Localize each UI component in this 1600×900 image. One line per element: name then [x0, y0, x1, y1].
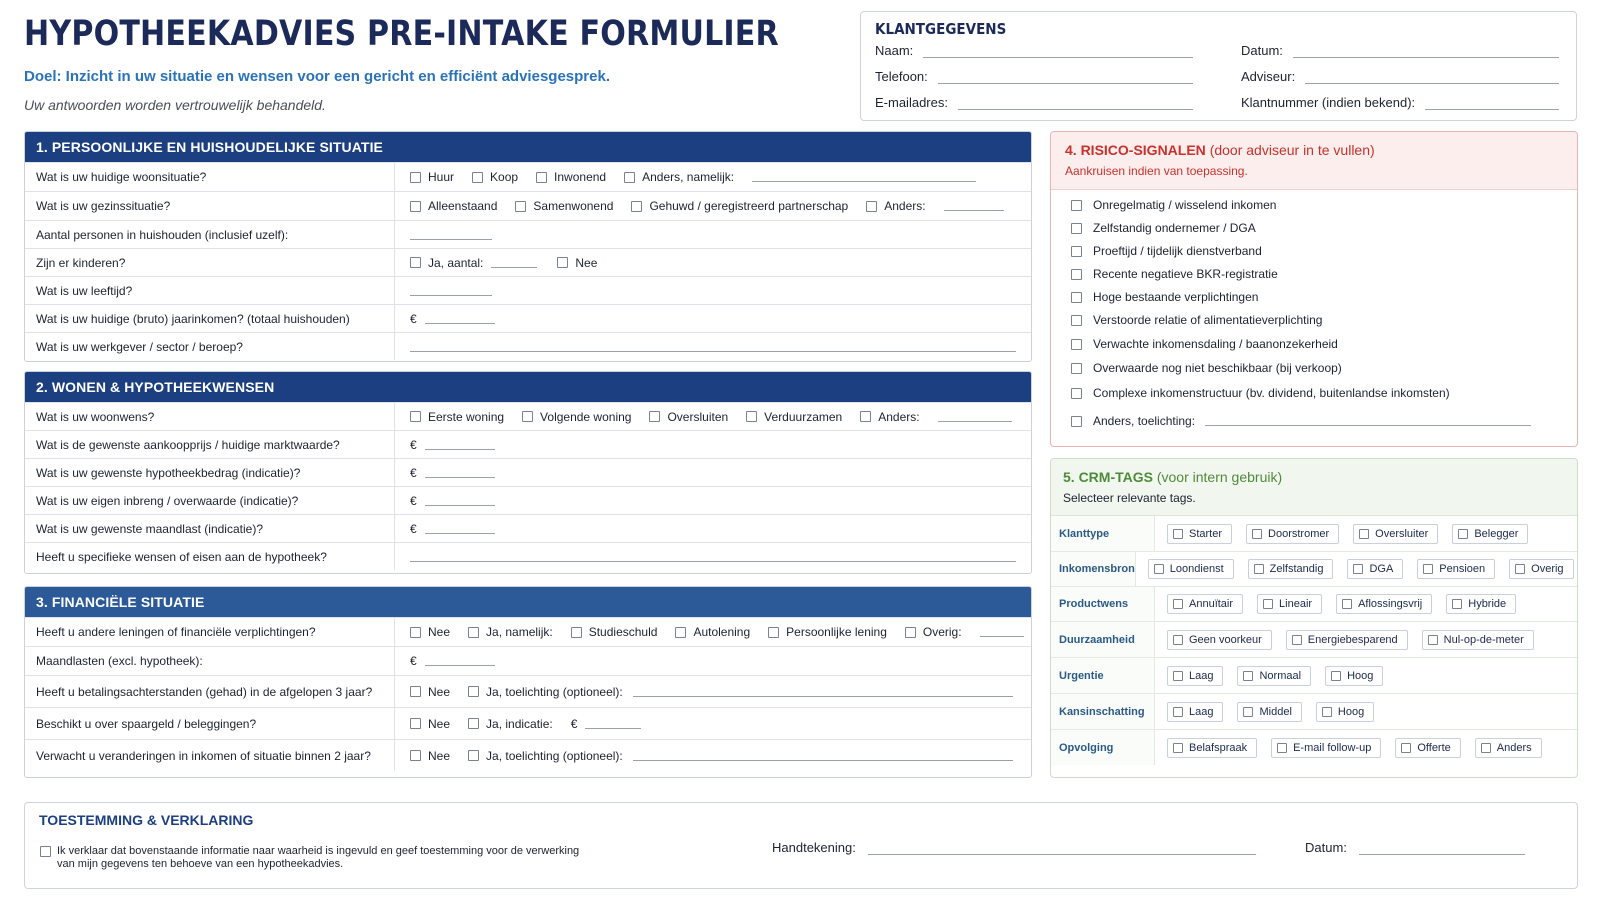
section-2-title: 2. WONEN & HYPOTHEEKWENSEN — [25, 372, 1031, 402]
question-row — [25, 248, 1031, 276]
checkbox[interactable] — [1277, 743, 1287, 753]
checkbox[interactable] — [1173, 671, 1183, 681]
option-anders[interactable]: Anders, namelijk: — [624, 170, 734, 184]
checkbox[interactable] — [1071, 416, 1082, 427]
client-details-title: KLANTGEGEVENS — [875, 20, 1007, 38]
checkbox[interactable] — [675, 627, 686, 638]
option-persoonlijke-lening[interactable]: Persoonlijke lening — [768, 625, 887, 639]
checkbox[interactable] — [468, 718, 479, 729]
risk-item[interactable]: Onregelmatig / wisselend inkomen — [1071, 198, 1276, 212]
consent-text: Ik verklaar dat bovenstaande informatie naar waarheid is ingevuld en geef toestemming voor de verwerking van mijn gegevens ten behoeve van een hypotheekadvies. — [57, 845, 580, 870]
text-input-line[interactable] — [633, 687, 1013, 697]
checkbox[interactable] — [1254, 564, 1264, 574]
risk-item[interactable]: Overwaarde nog niet beschikbaar (bij verkoop) — [1071, 361, 1342, 375]
text-input-line[interactable] — [410, 286, 492, 296]
checkbox[interactable] — [1173, 529, 1183, 539]
risk-item[interactable]: Hoge bestaande verplichtingen — [1071, 290, 1258, 304]
checkbox[interactable] — [1071, 363, 1082, 374]
checkbox[interactable] — [1458, 529, 1468, 539]
question-row — [25, 332, 1031, 360]
crm-tag[interactable]: Aflossingsvrij — [1336, 594, 1432, 614]
risk-item[interactable]: Verwachte inkomensdaling / baanonzekerheid — [1071, 337, 1338, 351]
currency-symbol: € — [570, 716, 578, 731]
phone-field[interactable]: Telefoon: — [875, 69, 1193, 84]
option-gehuwd[interactable]: Gehuwd / geregistreerd partnerschap — [631, 199, 848, 213]
currency-symbol: € — [410, 437, 417, 452]
checkbox[interactable] — [1359, 529, 1369, 539]
question-row — [25, 402, 1031, 430]
crm-row — [1051, 516, 1577, 551]
risk-signals-subtitle: Aankruisen indien van toepassing. — [1065, 164, 1248, 178]
crm-tag[interactable]: Belegger — [1452, 524, 1528, 544]
question-row — [25, 675, 1031, 707]
crm-tag[interactable]: Middel — [1237, 702, 1301, 722]
crm-tag[interactable]: E-mail follow-up — [1271, 738, 1381, 758]
risk-item[interactable]: Complexe inkomenstructuur (bv. dividend, buitenlandse inkomsten) — [1071, 386, 1450, 400]
client-details-box — [860, 11, 1577, 121]
option-ja-indicatie[interactable]: Ja, indicatie: — [468, 717, 553, 731]
currency-symbol: € — [410, 465, 417, 480]
question-row — [25, 162, 1031, 191]
crm-row — [1051, 586, 1577, 621]
checkbox[interactable] — [410, 172, 421, 183]
amount-input-line[interactable] — [585, 719, 641, 729]
question-label: Heeft u betalingsachterstanden (gehad) in de afgelopen 3 jaar? — [25, 676, 395, 707]
checkbox[interactable] — [1071, 269, 1082, 280]
crm-tag[interactable]: Annuïtair — [1167, 594, 1243, 614]
question-label: Zijn er kinderen? — [25, 249, 395, 276]
option-eerste-woning[interactable]: Eerste woning — [410, 410, 504, 424]
page-title: HYPOTHEEKADVIES PRE-INTAKE FORMULIER — [24, 14, 779, 54]
amount-input-line[interactable] — [425, 314, 495, 324]
crm-tag[interactable]: Anders — [1475, 738, 1542, 758]
option-oversluiten[interactable]: Oversluiten — [649, 410, 728, 424]
checkbox[interactable] — [1252, 529, 1262, 539]
risk-item[interactable]: Proeftijd / tijdelijk dienstverband — [1071, 244, 1262, 258]
checkbox[interactable] — [1173, 599, 1183, 609]
question-label: Aantal personen in huishouden (inclusief uzelf): — [25, 221, 395, 248]
text-input-line[interactable] — [410, 342, 1016, 352]
option-ja-aantal[interactable]: Ja, aantal: — [410, 256, 483, 270]
question-label: Wat is uw huidige woonsituatie? — [25, 163, 395, 191]
checkbox[interactable] — [860, 411, 871, 422]
section-financial-situation — [24, 586, 1032, 778]
question-label: Wat is uw gewenste maandlast (indicatie)? — [25, 515, 395, 542]
crm-tag[interactable]: Nul-op-de-meter — [1422, 630, 1534, 650]
option-nee[interactable]: Nee — [410, 685, 450, 699]
checkbox[interactable] — [1342, 599, 1352, 609]
crm-tag[interactable]: Doorstromer — [1246, 524, 1339, 544]
checkbox[interactable] — [410, 750, 421, 761]
checkbox[interactable] — [1173, 635, 1183, 645]
checkbox[interactable] — [515, 201, 526, 212]
date-field[interactable]: Datum: — [1241, 43, 1559, 58]
checkbox[interactable] — [631, 201, 642, 212]
option-verduurzamen[interactable]: Verduurzamen — [746, 410, 842, 424]
question-row — [25, 220, 1031, 248]
crm-row-label: Duurzaamheid — [1051, 622, 1155, 657]
risk-signals-box — [1050, 131, 1578, 447]
checkbox[interactable] — [866, 201, 877, 212]
crm-tag[interactable]: Geen voorkeur — [1167, 630, 1272, 650]
risk-signals-title: 4. RISICO-SIGNALEN (door adviseur in te vullen) — [1065, 142, 1375, 158]
crm-tag[interactable]: Hoog — [1325, 666, 1383, 686]
option-anders[interactable]: Anders: — [860, 410, 919, 424]
checkbox[interactable] — [1173, 743, 1183, 753]
checkbox[interactable] — [410, 627, 421, 638]
risk-item[interactable]: Verstoorde relatie of alimentatieverplichting — [1071, 313, 1322, 327]
checkbox[interactable] — [1071, 200, 1082, 211]
risk-item[interactable]: Zelfstandig ondernemer / DGA — [1071, 221, 1256, 235]
consent-checkbox[interactable] — [40, 846, 51, 857]
option-inwonend[interactable]: Inwonend — [536, 170, 606, 184]
option-nee[interactable]: Nee — [410, 749, 450, 763]
checkbox[interactable] — [1243, 671, 1253, 681]
question-row — [25, 430, 1031, 458]
crm-row — [1051, 729, 1577, 765]
crm-tags-title: 5. CRM-TAGS (voor intern gebruik) — [1063, 469, 1283, 485]
text-input-line[interactable] — [410, 552, 1016, 562]
currency-symbol: € — [410, 521, 417, 536]
crm-tag[interactable]: Oversluiter — [1353, 524, 1438, 544]
consent-title: TOESTEMMING & VERKLARING — [39, 812, 254, 828]
question-label: Wat is uw gewenste hypotheekbedrag (indicatie)? — [25, 459, 395, 486]
text-input-line[interactable] — [938, 412, 1012, 422]
crm-row — [1051, 551, 1577, 586]
question-row — [25, 458, 1031, 486]
amount-input-line[interactable] — [425, 468, 495, 478]
option-koop[interactable]: Koop — [472, 170, 518, 184]
amount-input-line[interactable] — [425, 656, 495, 666]
crm-tag[interactable]: Zelfstandig — [1248, 559, 1334, 579]
option-anders[interactable]: Anders: — [866, 199, 925, 213]
risk-item-other[interactable]: Anders, toelichting: — [1071, 414, 1531, 428]
text-input-line[interactable] — [410, 230, 492, 240]
amount-input-line[interactable] — [425, 524, 495, 534]
crm-row-label: Inkomensbron — [1051, 552, 1136, 586]
checkbox[interactable] — [522, 411, 533, 422]
checkbox[interactable] — [1353, 564, 1363, 574]
checkbox[interactable] — [1071, 315, 1082, 326]
crm-row-label: Opvolging — [1051, 730, 1155, 765]
currency-symbol: € — [410, 654, 417, 668]
crm-tag[interactable]: Offerte — [1395, 738, 1460, 758]
checkbox[interactable] — [1243, 707, 1253, 717]
risk-item[interactable]: Recente negatieve BKR-registratie — [1071, 267, 1278, 281]
text-input-line[interactable] — [633, 751, 1013, 761]
question-row — [25, 646, 1031, 675]
text-input-line[interactable] — [980, 627, 1024, 637]
option-nee[interactable]: Nee — [557, 256, 597, 270]
crm-tag[interactable]: Starter — [1167, 524, 1232, 544]
option-samenwonend[interactable]: Samenwonend — [515, 199, 613, 213]
crm-row-label: Kansinschatting — [1051, 694, 1155, 729]
section-3-title: 3. FINANCIËLE SITUATIE — [25, 587, 1031, 617]
checkbox[interactable] — [768, 627, 779, 638]
question-label: Wat is uw huidige (bruto) jaarinkomen? (totaal huishouden) — [25, 305, 395, 332]
crm-row — [1051, 657, 1577, 693]
checkbox[interactable] — [468, 627, 479, 638]
text-input-line[interactable] — [1205, 416, 1531, 426]
question-row — [25, 707, 1031, 739]
checkbox[interactable] — [1071, 223, 1082, 234]
checkbox[interactable] — [410, 257, 421, 268]
question-label: Wat is uw woonwens? — [25, 403, 395, 430]
option-ja-namelijk[interactable]: Ja, namelijk: — [468, 625, 553, 639]
option-volgende-woning[interactable]: Volgende woning — [522, 410, 631, 424]
option-nee[interactable]: Nee — [410, 625, 450, 639]
question-row — [25, 739, 1031, 771]
option-ja-toelichting[interactable]: Ja, toelichting (optioneel): — [468, 685, 623, 699]
question-row — [25, 276, 1031, 304]
question-label: Beschikt u over spaargeld / beleggingen? — [25, 708, 395, 739]
crm-row-label: Productwens — [1051, 587, 1155, 621]
question-label: Wat is uw leeftijd? — [25, 277, 395, 304]
checkbox[interactable] — [1423, 564, 1433, 574]
section-personal-situation — [24, 131, 1032, 362]
section-1-title: 1. PERSOONLIJKE EN HUISHOUDELIJKE SITUATIE — [25, 132, 1031, 162]
question-label: Maandlasten (excl. hypotheek): — [25, 647, 395, 675]
checkbox[interactable] — [1071, 246, 1082, 257]
text-input-line[interactable] — [491, 258, 537, 268]
crm-tag[interactable]: Pensioen — [1417, 559, 1495, 579]
crm-tag[interactable]: Normaal — [1237, 666, 1311, 686]
page-goal: Doel: Inzicht in uw situatie en wensen voor een gericht en efficiënt adviesgesprek. — [24, 68, 610, 85]
crm-tag[interactable]: Lineair — [1257, 594, 1322, 614]
signature-field[interactable]: Handtekening: — [772, 840, 1256, 855]
checkbox[interactable] — [1263, 599, 1273, 609]
question-row — [25, 514, 1031, 542]
crm-tags-subtitle: Selecteer relevante tags. — [1063, 491, 1196, 505]
crm-tag[interactable]: Hoog — [1316, 702, 1374, 722]
checkbox[interactable] — [1515, 564, 1525, 574]
crm-tag[interactable]: Laag — [1167, 666, 1223, 686]
email-field[interactable]: E-mailadres: — [875, 95, 1193, 110]
crm-row — [1051, 621, 1577, 657]
amount-input-line[interactable] — [425, 440, 495, 450]
checkbox[interactable] — [624, 172, 635, 183]
question-row — [25, 486, 1031, 514]
checkbox[interactable] — [410, 201, 421, 212]
option-overig[interactable]: Overig: — [905, 625, 962, 639]
question-label: Verwacht u veranderingen in inkomen of situatie binnen 2 jaar? — [25, 740, 395, 771]
advisor-field[interactable]: Adviseur: — [1241, 69, 1559, 84]
consent-date-field[interactable]: Datum: — [1305, 840, 1525, 855]
checkbox[interactable] — [410, 718, 421, 729]
crm-tag[interactable]: Loondienst — [1148, 559, 1234, 579]
checkbox[interactable] — [468, 750, 479, 761]
consent-box — [24, 802, 1578, 889]
option-nee[interactable]: Nee — [410, 717, 450, 731]
checkbox[interactable] — [536, 172, 547, 183]
checkbox[interactable] — [1481, 743, 1491, 753]
text-input-line[interactable] — [944, 201, 1004, 211]
checkbox[interactable] — [472, 172, 483, 183]
option-huur[interactable]: Huur — [410, 170, 454, 184]
crm-tag[interactable]: Belafspraak — [1167, 738, 1257, 758]
client-number-field[interactable]: Klantnummer (indien bekend): — [1241, 95, 1559, 110]
crm-tag[interactable]: Energiebesparend — [1286, 630, 1408, 650]
option-ja-toelichting[interactable]: Ja, toelichting (optioneel): — [468, 749, 623, 763]
checkbox[interactable] — [746, 411, 757, 422]
checkbox[interactable] — [905, 627, 916, 638]
checkbox[interactable] — [1428, 635, 1438, 645]
checkbox[interactable] — [1331, 671, 1341, 681]
checkbox[interactable] — [1452, 599, 1462, 609]
checkbox[interactable] — [410, 411, 421, 422]
crm-tag[interactable]: DGA — [1347, 559, 1403, 579]
checkbox[interactable] — [557, 257, 568, 268]
question-label: Heeft u specifieke wensen of eisen aan de hypotheek? — [25, 543, 395, 570]
section-housing-wishes — [24, 371, 1032, 574]
checkbox[interactable] — [1071, 388, 1082, 399]
checkbox[interactable] — [1071, 339, 1082, 350]
option-autolening[interactable]: Autolening — [675, 625, 750, 639]
confidentiality-note: Uw antwoorden worden vertrouwelijk behandeld. — [24, 97, 326, 113]
option-alleenstaand[interactable]: Alleenstaand — [410, 199, 497, 213]
question-label: Wat is de gewenste aankoopprijs / huidige marktwaarde? — [25, 431, 395, 458]
question-row — [25, 191, 1031, 220]
text-input-line[interactable] — [752, 172, 976, 182]
checkbox[interactable] — [1292, 635, 1302, 645]
crm-row-label: Klanttype — [1051, 516, 1155, 551]
checkbox[interactable] — [1173, 707, 1183, 717]
checkbox[interactable] — [468, 686, 479, 697]
name-field[interactable]: Naam: — [875, 43, 1193, 58]
question-label: Heeft u andere leningen of financiële verplichtingen? — [25, 618, 395, 646]
checkbox[interactable] — [571, 627, 582, 638]
question-row — [25, 304, 1031, 332]
crm-tags-box — [1050, 458, 1578, 778]
question-label: Wat is uw eigen inbreng / overwaarde (indicatie)? — [25, 487, 395, 514]
question-row — [25, 542, 1031, 570]
crm-row — [1051, 693, 1577, 729]
option-studieschuld[interactable]: Studieschuld — [571, 625, 658, 639]
checkbox[interactable] — [649, 411, 660, 422]
amount-input-line[interactable] — [425, 496, 495, 506]
question-label: Wat is uw gezinssituatie? — [25, 192, 395, 220]
checkbox[interactable] — [1401, 743, 1411, 753]
crm-tag[interactable]: Overig — [1509, 559, 1573, 579]
checkbox[interactable] — [1322, 707, 1332, 717]
checkbox[interactable] — [1071, 292, 1082, 303]
currency-symbol: € — [410, 311, 417, 326]
crm-tag[interactable]: Laag — [1167, 702, 1223, 722]
crm-row-label: Urgentie — [1051, 658, 1155, 693]
crm-tag[interactable]: Hybride — [1446, 594, 1516, 614]
question-row — [25, 617, 1031, 646]
checkbox[interactable] — [1154, 564, 1164, 574]
checkbox[interactable] — [410, 686, 421, 697]
currency-symbol: € — [410, 493, 417, 508]
question-label: Wat is uw werkgever / sector / beroep? — [25, 333, 395, 360]
